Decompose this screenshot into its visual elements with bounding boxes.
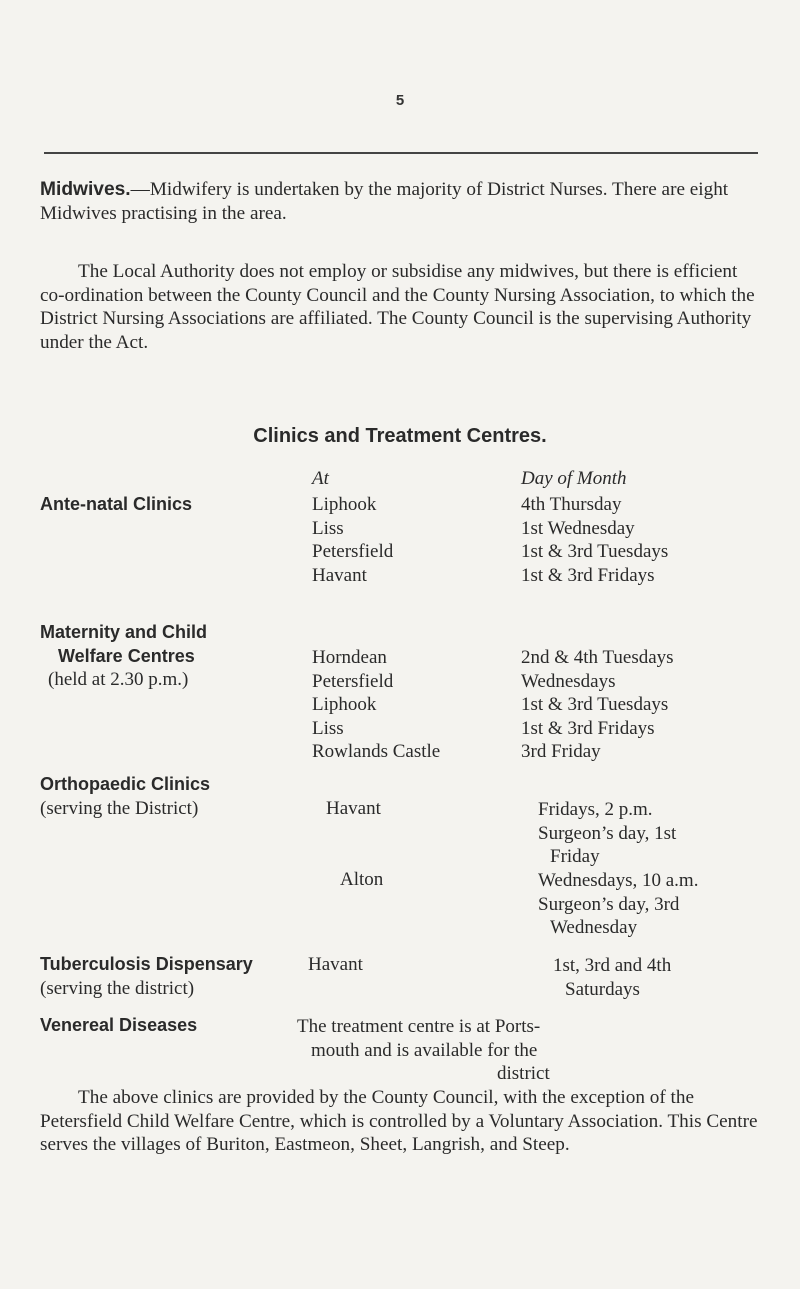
orthopaedic-label: Orthopaedic Clinics bbox=[40, 774, 211, 794]
list-item: Liss bbox=[312, 517, 344, 539]
list-item: Wednesdays, 10 a.m. bbox=[538, 870, 699, 891]
list-item: Wednesdays bbox=[521, 670, 616, 692]
list-item: Liphook bbox=[312, 694, 377, 715]
orthopaedic-havant-day bbox=[538, 798, 676, 869]
list-item: Saturdays bbox=[565, 978, 640, 1000]
venereal-label: Venereal Diseases bbox=[40, 1015, 198, 1035]
maternity-note: (held at 2.30 p.m.) bbox=[48, 669, 189, 690]
section-title: Clinics and Treatment Centres. bbox=[253, 425, 547, 447]
list-item: Petersfield bbox=[312, 541, 394, 562]
list-item: Friday bbox=[550, 846, 600, 867]
maternity-at-list bbox=[312, 646, 440, 764]
midwives-heading: Midwives. bbox=[40, 179, 131, 200]
list-item: Wednesday bbox=[550, 917, 638, 938]
maternity-label-line1: Maternity and Child bbox=[40, 622, 208, 642]
list-item: The treatment centre is at Ports- bbox=[297, 1016, 541, 1037]
list-item: 1st & 3rd Tuesdays bbox=[521, 541, 669, 562]
page-number: 5 bbox=[395, 92, 405, 109]
list-item: district bbox=[497, 1063, 550, 1084]
list-item: 3rd Friday bbox=[521, 741, 601, 762]
list-item: 2nd & 4th Tuesdays bbox=[521, 647, 674, 668]
tuberculosis-note: (serving the district) bbox=[40, 978, 195, 999]
list-item: 4th Thursday bbox=[521, 494, 622, 515]
venereal-text bbox=[297, 1015, 757, 1086]
maternity-day-list bbox=[521, 646, 674, 764]
orthopaedic-alton-day bbox=[538, 869, 698, 940]
list-item: 1st Wednesday bbox=[521, 517, 635, 539]
list-item: Liphook bbox=[312, 494, 377, 515]
antenatal-at-list bbox=[312, 493, 393, 587]
footer-paragraph: The above clinics are provided by the County Council, with the exception of the Petersfield Child Welfare Centre, which is controlled by a Voluntary Association. This Centre serves the villages of Buriton, Eastmeon, Sheet, Langrish, and Steep. bbox=[40, 1087, 758, 1155]
list-item: mouth and is available for the bbox=[311, 1039, 538, 1061]
list-item: Rowlands Castle bbox=[312, 741, 441, 762]
orthopaedic-havant-at: Havant bbox=[326, 798, 381, 819]
list-item: 1st, 3rd and 4th bbox=[553, 955, 672, 976]
list-item: Surgeon’s day, 3rd bbox=[538, 893, 680, 915]
list-item: Surgeon’s day, 1st bbox=[538, 822, 677, 844]
midwives-body: —Midwifery is undertaken by the majority of District Nurses. There are eight Midwives practising in the area. bbox=[40, 179, 729, 224]
list-item: 1st & 3rd Fridays bbox=[521, 717, 655, 739]
list-item: Liss bbox=[312, 717, 344, 739]
tuberculosis-at: Havant bbox=[308, 954, 363, 975]
tuberculosis-day bbox=[553, 954, 671, 1001]
header-rule bbox=[44, 152, 758, 154]
antenatal-label: Ante-natal Clinics bbox=[40, 494, 193, 514]
orthopaedic-alton-at: Alton bbox=[340, 869, 384, 890]
maternity-label-line2: Welfare Centres bbox=[58, 646, 195, 666]
tuberculosis-label: Tuberculosis Dispensary bbox=[40, 954, 253, 974]
antenatal-day-list bbox=[521, 493, 668, 587]
orthopaedic-note: (serving the District) bbox=[40, 798, 199, 819]
midwives-paragraph bbox=[40, 178, 760, 225]
column-header-at: At bbox=[312, 468, 329, 489]
list-item: 1st & 3rd Fridays bbox=[521, 564, 655, 586]
list-item: Havant bbox=[312, 564, 367, 586]
local-authority-paragraph: The Local Authority does not employ or subsidise any midwives, but there is efficient co-ordination between the County Council and the County Nursing Association, to which the District Nursing Associations are affiliated. The County Council is the supervising Authority under the Act. bbox=[40, 261, 755, 353]
list-item: Petersfield bbox=[312, 670, 394, 692]
column-header-day: Day of Month bbox=[521, 468, 627, 489]
list-item: 1st & 3rd Tuesdays bbox=[521, 694, 669, 715]
list-item: Horndean bbox=[312, 647, 387, 668]
list-item: Fridays, 2 p.m. bbox=[538, 799, 653, 820]
